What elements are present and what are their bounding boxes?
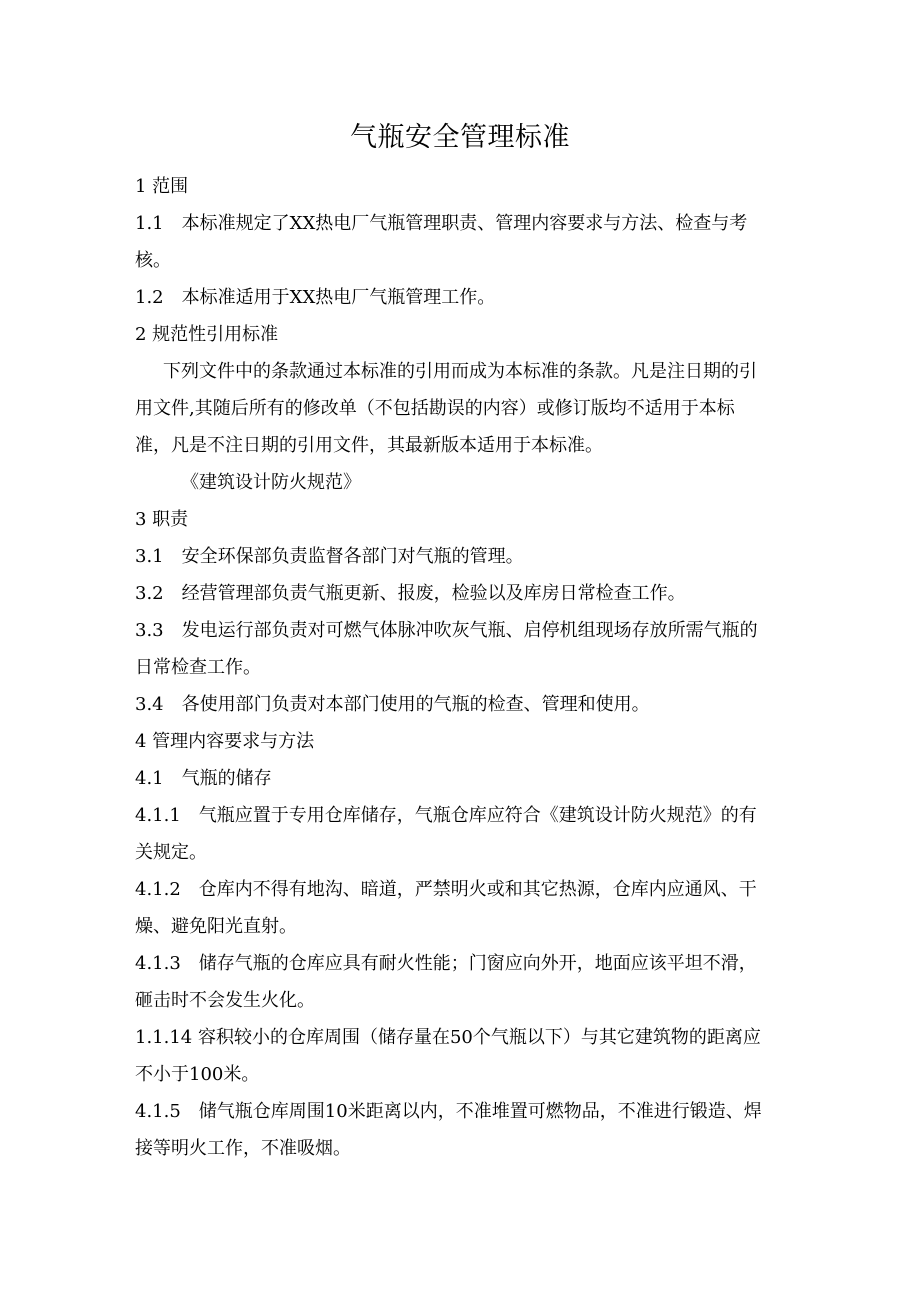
paragraph-references: 下列文件中的条款通过本标准的引用而成为本标准的条款。凡是注日期的引: [163, 361, 757, 382]
paragraph-4-1: 4.1 气瓶的储存: [135, 768, 272, 789]
paragraph-3-3-cont: 日常检查工作。: [135, 657, 261, 678]
paragraph-4-1-4: 1.1.14 容积较小的仓库周围（储存量在50个气瓶以下）与其它建筑物的距离应: [135, 1027, 761, 1048]
paragraph-1-1: 1.1 本标准规定了XX热电厂气瓶管理职责、管理内容要求与方法、检查与考: [135, 213, 748, 234]
document-body: [135, 168, 787, 1167]
paragraph-1-2: 1.2 本标准适用于XX热电厂气瓶管理工作。: [135, 287, 496, 308]
paragraph-1-1-cont: 核。: [135, 250, 171, 271]
paragraph-4-1-1: 4.1.1 气瓶应置于专用仓库储存，气瓶仓库应符合《建筑设计防火规范》的有: [135, 805, 757, 826]
section-heading-scope: 1 范围: [135, 176, 189, 197]
document-title: 气瓶安全管理标准: [350, 122, 570, 153]
section-heading-responsibilities: 3 职责: [135, 509, 189, 530]
paragraph-4-1-2: 4.1.2 仓库内不得有地沟、暗道，严禁明火或和其它热源，仓库内应通风、干: [135, 879, 757, 900]
paragraph-references-cont-2: 准，凡是不注日期的引用文件，其最新版本适用于本标准。: [135, 435, 603, 456]
paragraph-3-4: 3.4 各使用部门负责对本部门使用的气瓶的检查、管理和使用。: [135, 694, 650, 715]
reference-item: 《建筑设计防火规范》: [181, 472, 361, 493]
paragraph-4-1-1-cont: 关规定。: [135, 842, 207, 863]
paragraph-3-3: 3.3 发电运行部负责对可燃气体脉冲吹灰气瓶、启停机组现场存放所需气瓶的: [135, 620, 758, 641]
section-heading-management: 4 管理内容要求与方法: [135, 731, 315, 752]
paragraph-references-cont-1: 用文件,其随后所有的修改单（不包括勘误的内容）或修订版均不适用于本标: [135, 398, 735, 419]
paragraph-3-1: 3.1 安全环保部负责监督各部门对气瓶的管理。: [135, 546, 524, 567]
paragraph-4-1-4-cont: 不小于100米。: [135, 1064, 260, 1085]
paragraph-3-2: 3.2 经营管理部负责气瓶更新、报废，检验以及库房日常检查工作。: [135, 583, 686, 604]
paragraph-4-1-3: 4.1.3 储存气瓶的仓库应具有耐火性能；门窗应向外开，地面应该平坦不滑，: [135, 953, 757, 974]
paragraph-4-1-3-cont: 砸击时不会发生火化。: [135, 990, 315, 1011]
paragraph-4-1-5-cont: 接等明火工作，不准吸烟。: [135, 1138, 351, 1159]
paragraph-4-1-2-cont: 燥、避免阳光直射。: [135, 916, 297, 937]
paragraph-4-1-5: 4.1.5 储气瓶仓库周围10米距离以内，不准堆置可燃物品，不准进行锻造、焊: [135, 1101, 762, 1122]
section-heading-references: 2 规范性引用标准: [135, 324, 279, 345]
